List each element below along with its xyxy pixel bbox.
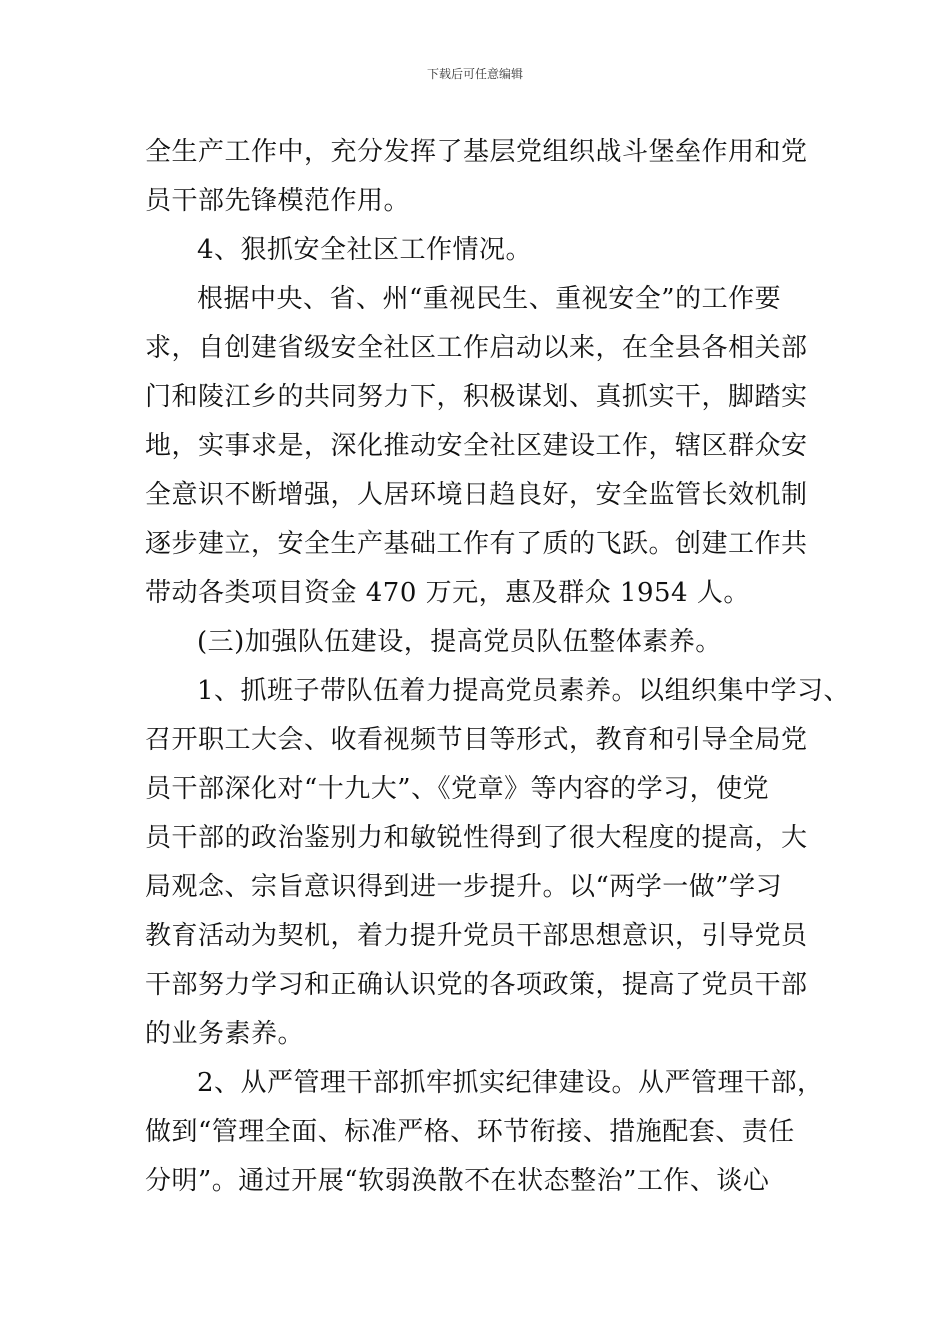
text-line: 员干部的政治鉴别力和敏锐性得到了很大程度的提高，大 — [145, 823, 808, 853]
text-line: (三)加强队伍建设，提高党员队伍整体素养。 — [197, 627, 722, 657]
text-line: 1、抓班子带队伍着力提高党员素养。以组织集中学习、 — [197, 676, 851, 706]
text-line: 求，自创建省级安全社区工作启动以来，在全县各相关部 — [145, 333, 808, 363]
text-line: 逐步建立，安全生产基础工作有了质的飞跃。创建工作共 — [145, 529, 808, 559]
text-line: 局观念、宗旨意识得到进一步提升。以“两学一做”学习 — [145, 872, 783, 902]
text-line: 的业务素养。 — [145, 1019, 305, 1049]
text-line: 根据中央、省、州“重视民生、重视安全”的工作要 — [197, 284, 782, 314]
text-line: 员干部先锋模范作用。 — [145, 186, 411, 216]
text-line: 干部努力学习和正确认识党的各项政策，提高了党员干部 — [145, 970, 808, 1000]
document-body — [145, 128, 851, 1206]
text-line: 分明”。通过开展“软弱涣散不在状态整治”工作、谈心 — [145, 1166, 770, 1196]
text-line: 做到“管理全面、标准严格、环节衔接、措施配套、责任 — [145, 1117, 795, 1147]
text-line: 带动各类项目资金 470 万元，惠及群众 1954 人。 — [145, 578, 750, 608]
text-line: 2、从严管理干部抓牢抓实纪律建设。从严管理干部， — [197, 1068, 824, 1098]
text-line: 全生产工作中，充分发挥了基层党组织战斗堡垒作用和党 — [145, 137, 808, 167]
text-line: 教育活动为契机，着力提升党员干部思想意识，引导党员 — [145, 921, 808, 951]
text-line: 4、狠抓安全社区工作情况。 — [197, 235, 533, 265]
text-line: 地，实事求是，深化推动安全社区建设工作，辖区群众安 — [145, 431, 808, 461]
text-line: 门和陵江乡的共同努力下，积极谋划、真抓实干，脚踏实 — [145, 382, 808, 412]
page-header: 下载后可任意编辑 — [426, 67, 523, 81]
text-line: 员干部深化对“十九大”、《党章》等内容的学习，使党 — [145, 774, 770, 804]
text-line: 召开职工大会、收看视频节目等形式，教育和引导全局党 — [145, 725, 808, 755]
text-line: 全意识不断增强，人居环境日趋良好，安全监管长效机制 — [145, 480, 808, 510]
